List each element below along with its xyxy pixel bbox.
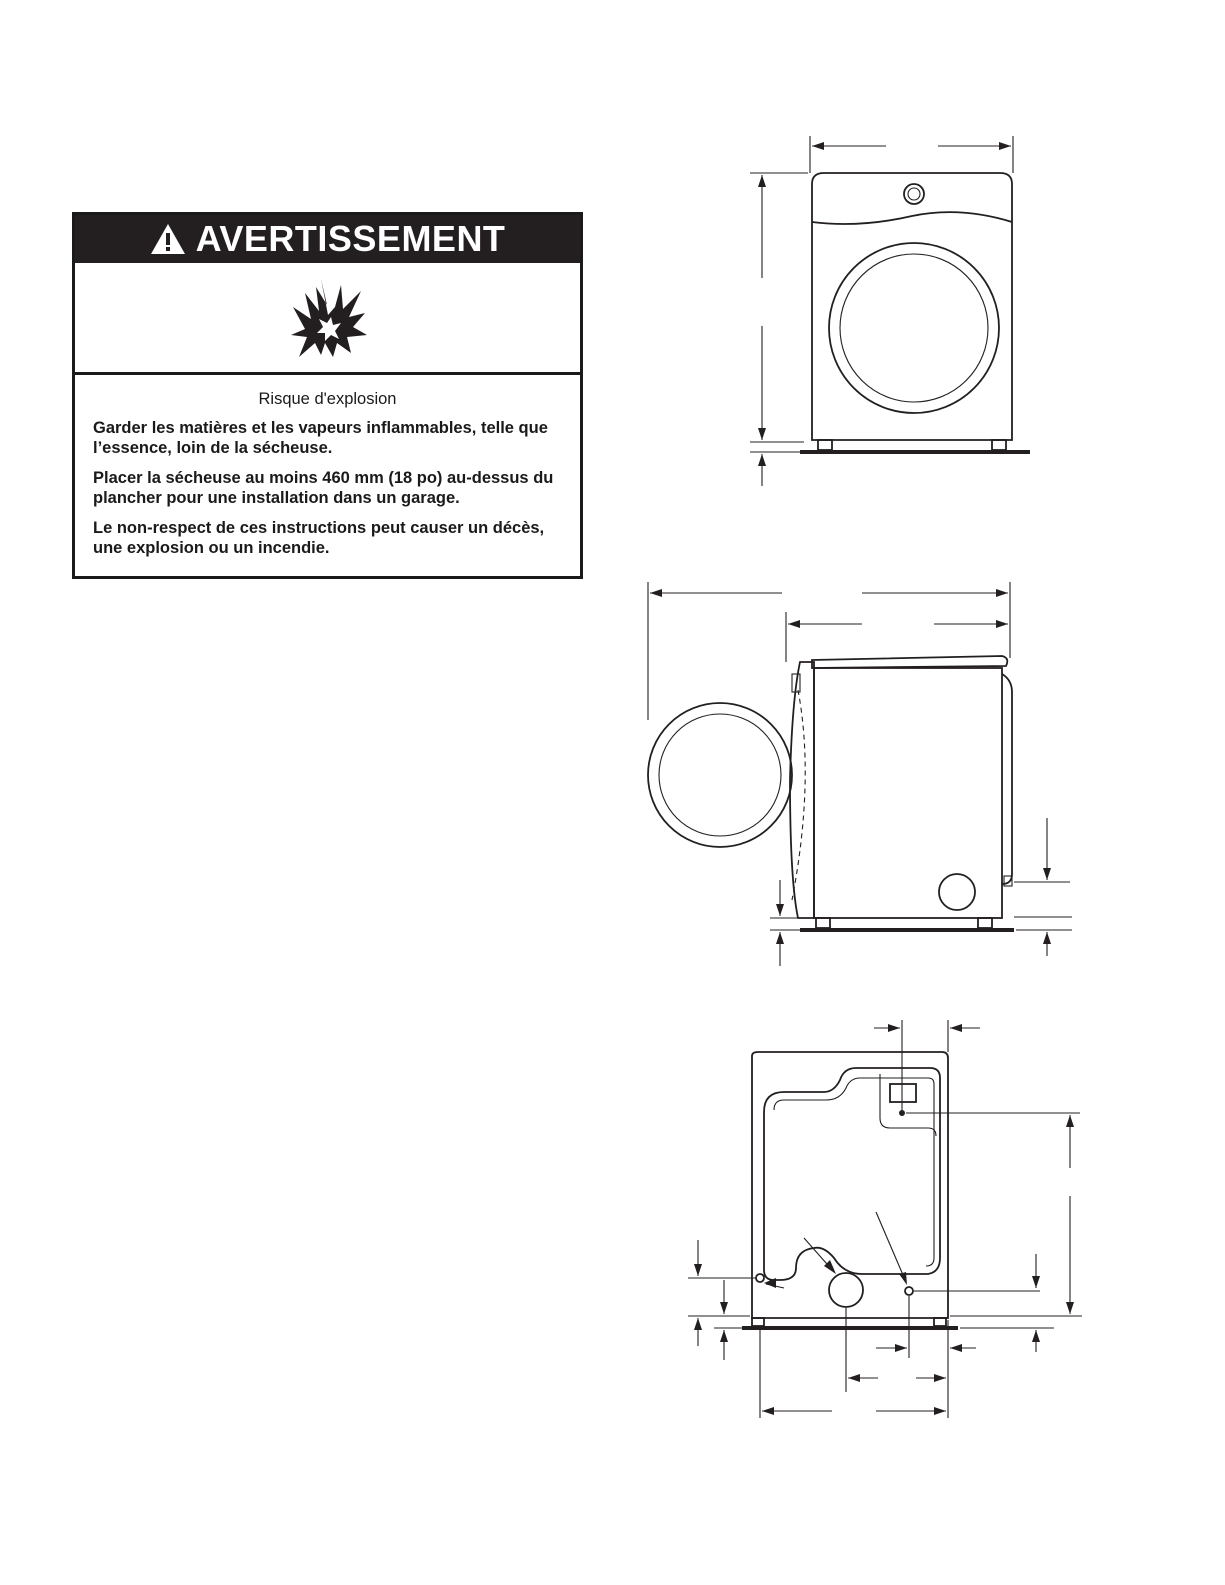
explosion-icon (283, 277, 373, 359)
warning-paragraph-garage: Placer la sécheuse au moins 460 mm (18 po) au-dessus du plancher pour une installation dans un garage. (93, 469, 554, 507)
warning-header-text: AVERTISSEMENT (195, 218, 506, 259)
hazard-icon-area (75, 263, 580, 375)
warning-paragraph-flammables: Garder les matières et les vapeurs inflammables, telle que l’essence, loin de la sécheuse. (93, 419, 548, 457)
warning-title: Risque d'explosion (258, 390, 397, 408)
warning-header (75, 215, 580, 263)
dryer-side-view (640, 580, 1080, 970)
dryer-front-view (740, 128, 1040, 498)
warning-text (75, 375, 580, 558)
warning-paragraph-consequence: Le non-respect de ces instructions peut causer un décès, une explosion ou un incendie. (93, 519, 545, 557)
dryer-rear-view (684, 1018, 1094, 1428)
warning-box (72, 212, 583, 579)
warning-triangle-icon (150, 223, 186, 255)
